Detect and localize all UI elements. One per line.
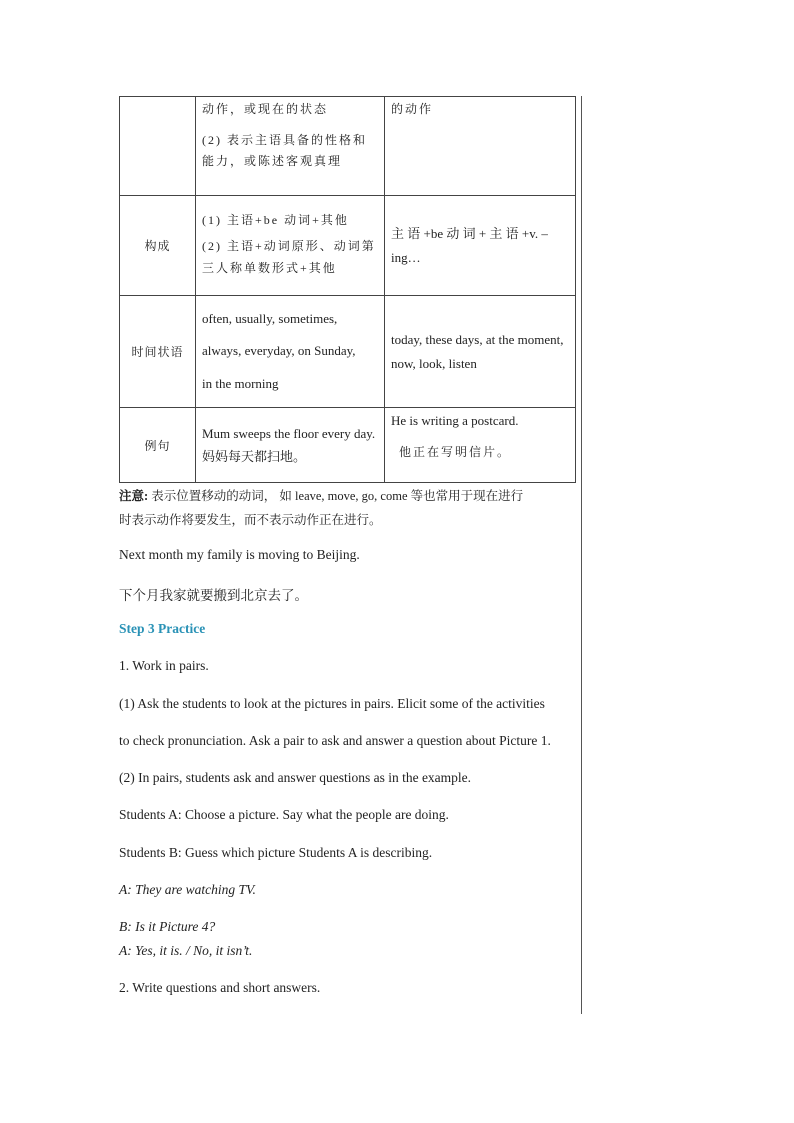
cell-text: often, usually, sometimes, (202, 311, 338, 327)
simple-tense-cell (196, 196, 385, 296)
cell-text: (2) 表示主语具备的性格和能力，或陈述客观真理 (202, 132, 367, 169)
note-label: 注意: (119, 489, 149, 503)
paragraph: to check pronunciation. Ask a pair to ask and answer a question about Picture 1. (119, 733, 551, 748)
cell-text: always, everyday, on Sunday, (202, 343, 356, 359)
table-row (120, 408, 576, 483)
table-row (120, 97, 576, 196)
note-text: 表示位置移动的动词， 如 leave, move, go, come 等也常用于现在进行 (148, 489, 524, 503)
cell-text: 主 语 +be 动 词 + 主 语 +v. –ing… (391, 226, 548, 265)
cell-text: (1) 主语+be 动词+其他 (202, 212, 349, 227)
dialogue-line: A: They are watching TV. (119, 882, 256, 897)
row-label (120, 97, 196, 196)
row-label: 例句 (120, 408, 196, 483)
progressive-tense-cell (385, 408, 576, 483)
paragraph: (2) In pairs, students ask and answer questions as in the example. (119, 770, 472, 785)
example-english: Next month my family is moving to Beijing. (119, 547, 360, 562)
note-line-1 (119, 486, 523, 504)
step-heading: Step 3 Practice (119, 621, 206, 636)
cell-text: 动作，或现在的状态 (202, 102, 329, 116)
table-row (120, 196, 576, 296)
progressive-tense-cell (385, 97, 576, 196)
cell-text: today, these days, at the moment, now, look, listen (391, 332, 564, 371)
row-label: 构成 (120, 196, 196, 296)
table-row (120, 296, 576, 408)
cell-text: 的动作 (391, 102, 434, 116)
note-line-2: 时表示动作将要发生，而不表示动作正在进行。 (119, 513, 382, 527)
progressive-tense-cell (385, 196, 576, 296)
cell-text: in the morning (202, 375, 279, 391)
simple-tense-cell (196, 296, 385, 408)
example-chinese: 下个月我家就要搬到北京去了。 (119, 588, 308, 603)
paragraph: (1) Ask the students to look at the pictures in pairs. Elicit some of the activities (119, 696, 545, 711)
paragraph: Students B: Guess which picture Students A is describing. (119, 845, 433, 860)
cell-text: He is writing a postcard. (391, 413, 519, 428)
cell-text: Mum sweeps the floor every day. 妈妈每天都扫地。 (202, 425, 376, 464)
dialogue-line: B: Is it Picture 4? (119, 919, 216, 934)
paragraph: Students A: Choose a picture. Say what the people are doing. (119, 807, 449, 822)
cell-text: 他正在写明信片。 (399, 445, 512, 460)
paragraph: 1. Work in pairs. (119, 658, 209, 673)
simple-tense-cell (196, 97, 385, 196)
right-margin-line (581, 96, 582, 1014)
simple-tense-cell (196, 408, 385, 483)
paragraph: 2. Write questions and short answers. (119, 980, 321, 995)
cell-text: (2) 主语+动词原形、动词第三人称单数形式+其他 (202, 239, 376, 275)
tense-comparison-table (119, 96, 576, 483)
row-label: 时间状语 (120, 296, 196, 408)
progressive-tense-cell (385, 296, 576, 408)
dialogue-line: A: Yes, it is. / No, it isn’t. (119, 943, 253, 958)
